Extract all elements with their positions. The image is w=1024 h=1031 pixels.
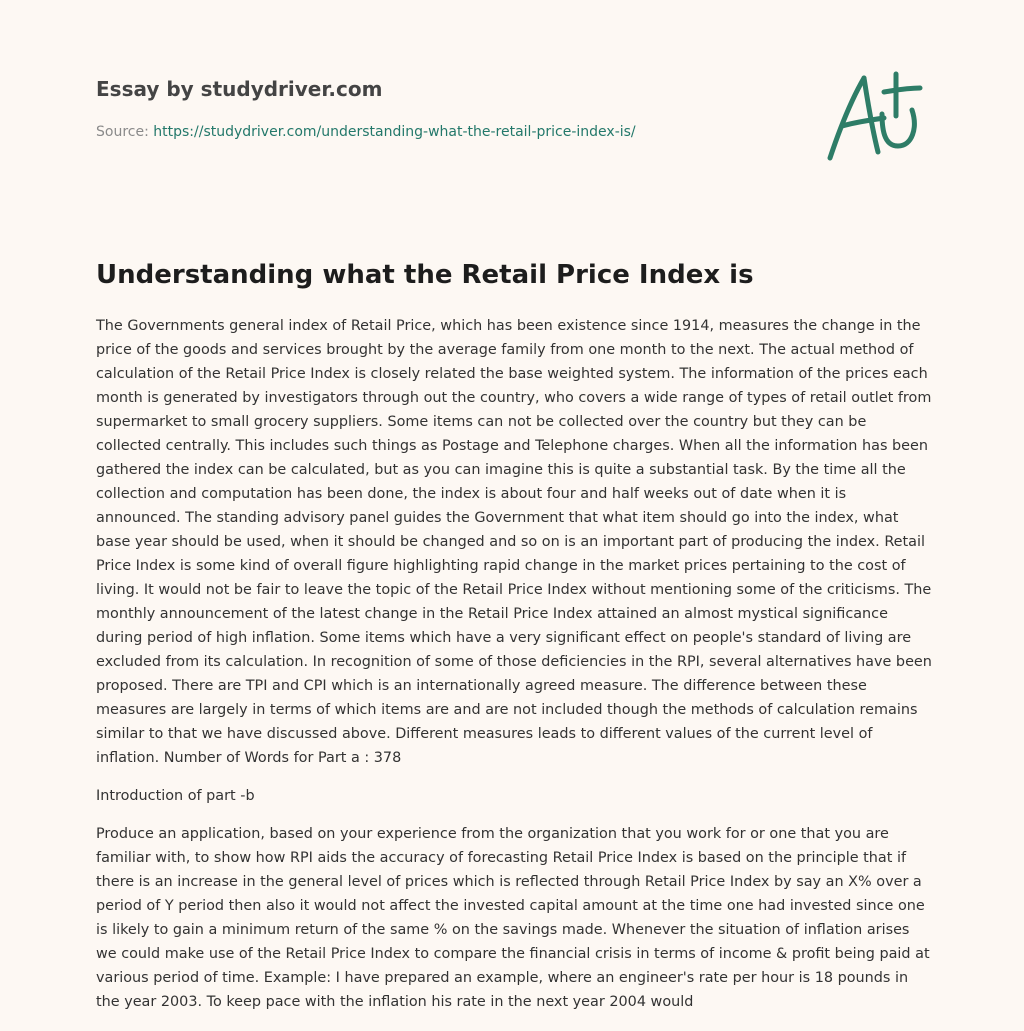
source-line [96,122,796,142]
site-title: Essay by studydriver.com [96,77,383,101]
essay-paragraph: The Governments general index of Retail Price, which has been existence since 1914, measures the change in the price of the goods and services brought by the average family from one month to the next. The actual method of calculation of the Retail Price Index is closely related the base weighted system. The information of the prices each month is generated by investigators through out the country, who covers a wide range of types of retail outlet from supermarket to small grocery suppliers. Some items can not be collected over the country but they can be collected centrally. This includes such things as Postage and Telephone charges. When all the information has been gathered the index can be calculated, but as you can imagine this is quite a substantial task. By the time all the collection and computation has been done, the index is about four and half weeks out of date when it is announced. The standing advisory panel guides the Government that what item should go into the index, what base year should be used, when it should be changed and so on is an important part of producing the index. Retail Price Index is some kind of overall figure highlighting rapid change in the market prices pertaining to the cost of living. It would not be fair to leave the topic of the Retail Price Index without mentioning some of the criticisms. The monthly announcement of the latest change in the Retail Price Index attained an almost mystical significance during period of high inflation. Some items which have a very significant effect on people's standard of living are excluded from its calculation. In recognition of some of those deficiencies in the RPI, several alternatives have been proposed. There are TPI and CPI which is an internationally agreed measure. The difference between these measures are largely in terms of which items are and are not included though the methods of calculation remains similar to that we have discussed above. Different measures leads to different values of the current level of inflation. Number of Words for Part a : 378 [96,318,932,766]
essay-title: Understanding what the Retail Price Index is [96,260,754,290]
a-plus-logo-icon [820,64,930,164]
source-link[interactable]: https://studydriver.com/understanding-what-the-retail-price-index-is/ [153,124,636,140]
source-label: Source: [96,124,149,140]
essay-body [96,314,932,1028]
section-heading: Introduction of part -b [96,788,255,804]
header [96,74,796,142]
essay-paragraph: Produce an application, based on your experience from the organization that you work for or one that you are familiar with, to show how RPI aids the accuracy of forecasting Retail Price Index is based on the principle that if there is an increase in the general level of prices which is reflected through Retail Price Index by say an X% over a period of Y period then also it would not affect the invested capital amount at the time one had invested since one is likely to gain a minimum return of the same % on the savings made. Whenever the situation of inflation arises we could make use of the Retail Price Index to compare the financial crisis in terms of income & profit being paid at various period of time. Example: I have prepared an example, where an engineer's rate per hour is 18 pounds in the year 2003. To keep pace with the inflation his rate in the next year 2004 would [96,826,930,1010]
